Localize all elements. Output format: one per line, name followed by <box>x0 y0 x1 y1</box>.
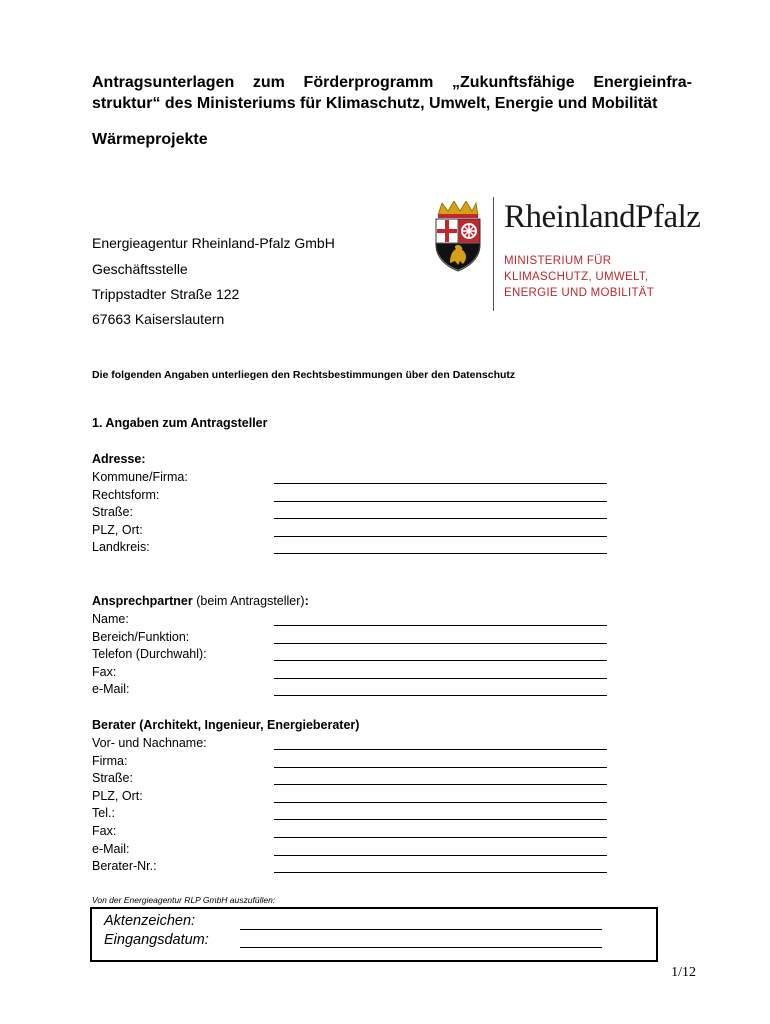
field-label: Name: <box>92 612 129 626</box>
form-row <box>92 488 612 506</box>
form-row <box>92 771 612 789</box>
file-number-label: Aktenzeichen: <box>104 913 196 929</box>
field-label: Fax: <box>92 664 117 679</box>
document-subtitle: Wärmeprojekte <box>92 131 208 148</box>
address-line: Geschäftsstelle <box>92 261 188 277</box>
receipt-date-label: Eingangsdatum: <box>104 932 209 948</box>
input-line[interactable] <box>274 625 607 626</box>
input-line[interactable] <box>274 501 607 502</box>
ministry-name: MINISTERIUM FÜR KLIMASCHUTZ, UMWELT, ENERGIE UND MOBILITÄT <box>504 255 655 299</box>
contact-group-heading: Ansprechpartner (beim Antragsteller): <box>92 594 309 608</box>
field-label: Straße: <box>92 771 133 786</box>
input-line[interactable] <box>274 536 607 537</box>
input-line[interactable] <box>274 749 607 750</box>
field-label: Firma: <box>92 753 128 768</box>
address-line: Energieagentur Rheinland-Pfalz GmbH <box>92 235 335 251</box>
coat-of-arms-icon <box>430 201 486 273</box>
field-label: Rechtsform: <box>92 487 160 502</box>
field-label: e-Mail: <box>92 841 130 856</box>
office-use-box <box>90 907 658 962</box>
field-label: Telefon (Durchwahl): <box>92 647 207 662</box>
form-row <box>92 754 612 772</box>
receipt-date-line[interactable] <box>240 947 602 948</box>
page-number: 1/12 <box>671 965 696 980</box>
input-line[interactable] <box>274 767 607 768</box>
field-label: Landkreis: <box>92 540 150 555</box>
address-line: Trippstadter Straße 122 <box>92 286 240 302</box>
input-line[interactable] <box>274 837 607 838</box>
input-line[interactable] <box>274 660 607 661</box>
input-line[interactable] <box>274 483 607 484</box>
field-label: e-Mail: <box>92 682 130 697</box>
field-label: Fax: <box>92 824 117 838</box>
input-line[interactable] <box>274 819 607 820</box>
field-label: Bereich/Funktion: <box>92 629 190 644</box>
privacy-notice: Die folgenden Angaben unterliegen den Rechtsbestimmungen über den Datenschutz <box>92 369 516 381</box>
form-row <box>92 824 612 842</box>
form-row <box>92 736 612 754</box>
advisor-group-heading: Berater (Architekt, Ingenieur, Energieberater) <box>92 718 360 732</box>
form-row <box>92 665 612 683</box>
form-row <box>92 806 612 824</box>
input-line[interactable] <box>274 872 607 873</box>
rheinland-pfalz-wordmark: RheinlandPfalz <box>504 199 701 235</box>
office-use-note: Von der Energieagentur RLP GmbH auszufüllen: <box>92 895 276 905</box>
file-number-line[interactable] <box>240 929 602 930</box>
input-line[interactable] <box>274 802 607 803</box>
field-label: Tel.: <box>92 806 115 821</box>
form-row <box>92 630 612 648</box>
input-line[interactable] <box>274 643 607 644</box>
address-group-heading: Adresse: <box>92 452 146 466</box>
section-heading: 1. Angaben zum Antragsteller <box>92 416 268 430</box>
form-row <box>92 682 612 700</box>
input-line[interactable] <box>274 553 607 554</box>
input-line[interactable] <box>274 695 607 696</box>
input-line[interactable] <box>274 855 607 856</box>
field-label: PLZ, Ort: <box>92 788 143 803</box>
input-line[interactable] <box>274 518 607 519</box>
field-label: Kommune/Firma: <box>92 470 188 484</box>
ministry-logo <box>430 195 720 313</box>
input-line[interactable] <box>274 784 607 785</box>
form-row <box>92 540 612 558</box>
address-line: 67663 Kaiserslautern <box>92 311 225 327</box>
field-label: Vor- und Nachname: <box>92 736 207 750</box>
form-row <box>92 505 612 523</box>
field-label: Straße: <box>92 505 133 520</box>
form-row <box>92 647 612 665</box>
form-row <box>92 523 612 541</box>
form-row <box>92 859 612 877</box>
field-label: PLZ, Ort: <box>92 522 143 537</box>
document-title: Antragsunterlagen zum Förderprogramm „Zukunftsfähige Energieinfra-struktur“ des Ministeriums für Klimaschutz, Umwelt, Energie und Mobilität <box>92 74 692 112</box>
form-row <box>92 612 612 630</box>
form-row <box>92 470 612 488</box>
input-line[interactable] <box>274 678 607 679</box>
field-label: Berater-Nr.: <box>92 859 157 874</box>
form-row <box>92 789 612 807</box>
form-row <box>92 842 612 860</box>
